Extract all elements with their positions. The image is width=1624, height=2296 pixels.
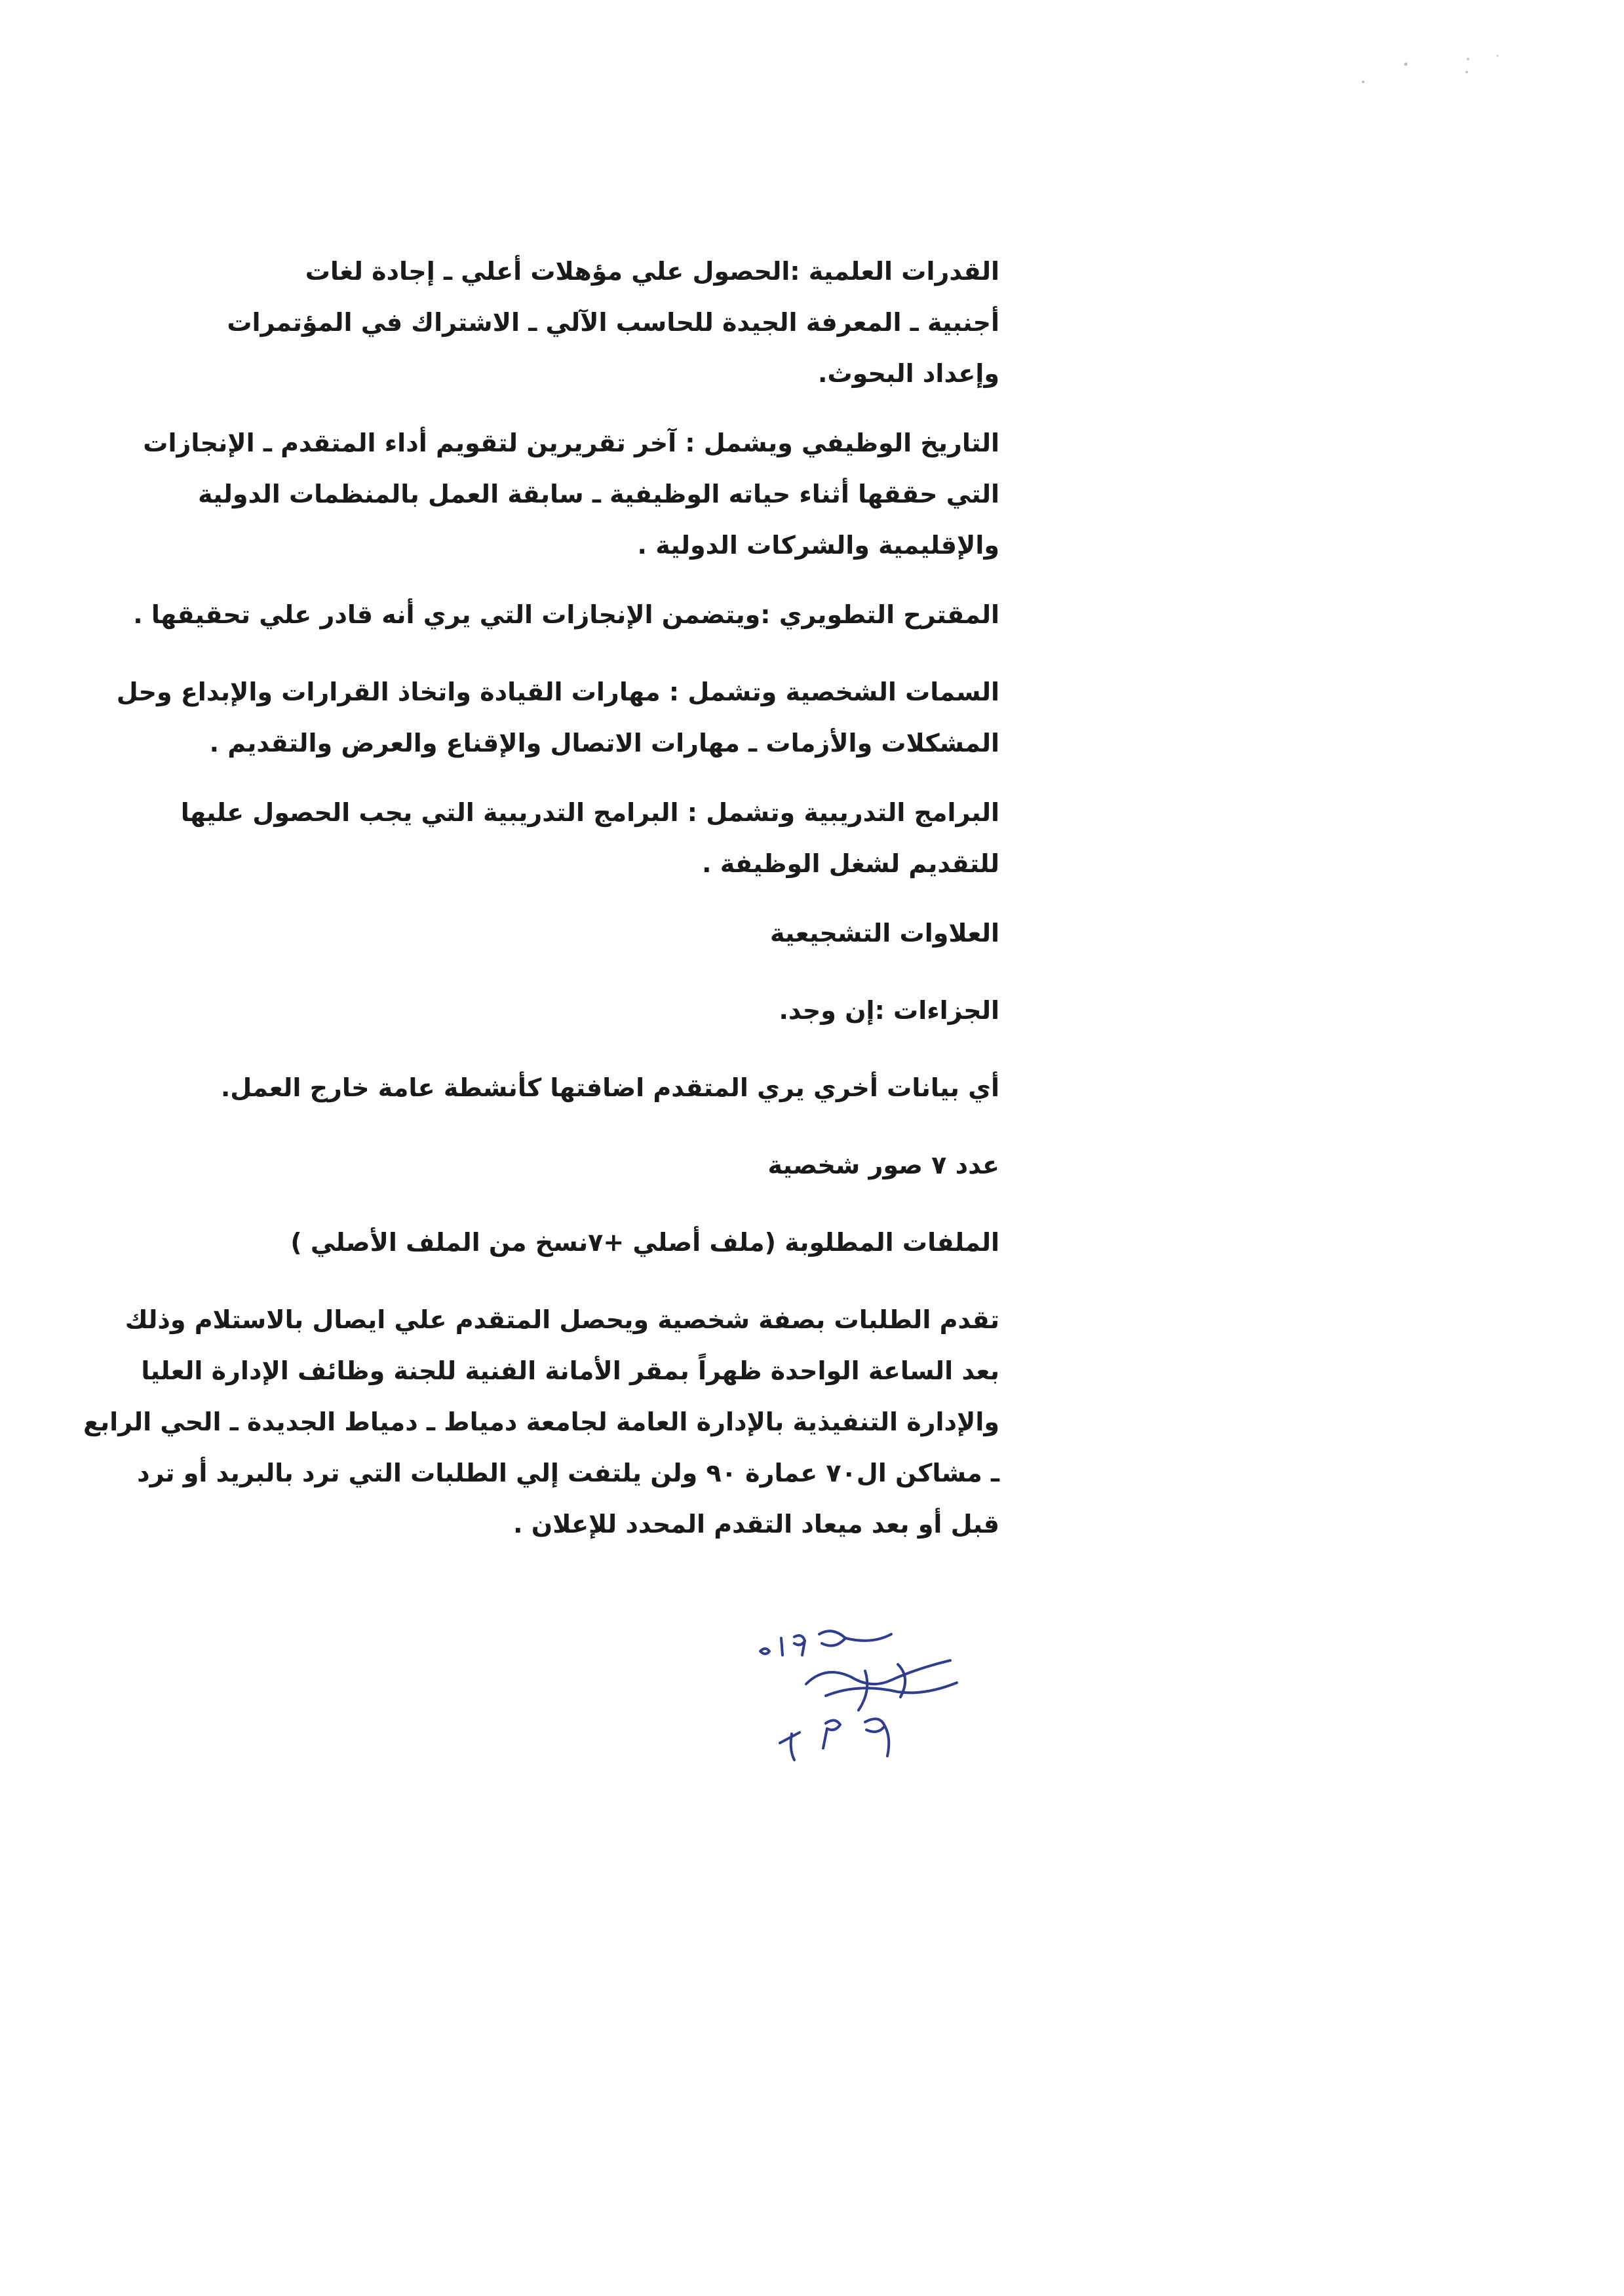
text-line: ـ مشاكن ال٧٠ عمارة ٩٠ ولن يلتفت إلي الطلبات التي ترد بالبريد أو ترد <box>137 1459 999 1487</box>
text-line: الجزاءات :إن وجد. <box>779 996 999 1025</box>
paragraph-photos <box>118 1139 999 1191</box>
text-line: البرامج التدريبية وتشمل : البرامج التدريبية التي يجب الحصول عليها <box>180 798 999 827</box>
text-line: والإقليمية والشركات الدولية . <box>637 531 999 560</box>
paragraph-incentive-bonuses <box>118 908 999 959</box>
text-line: والإدارة التنفيذية بالإدارة العامة لجامعة دمياط ـ دمياط الجديدة ـ الحي الرابع <box>83 1407 999 1436</box>
paragraph-penalties <box>118 985 999 1036</box>
paragraph-submission-instructions <box>83 1294 999 1550</box>
text-line: أي بيانات أخري يري المتقدم اضافتها كأنشطة عامة خارج العمل. <box>220 1073 999 1102</box>
paragraph-career-history <box>118 417 999 571</box>
text-line: التي حققها أثناء حياته الوظيفية ـ سابقة العمل بالمنظمات الدولية <box>198 480 999 508</box>
text-line: التاريخ الوظيفي ويشمل : آخر تقريرين لتقويم أداء المتقدم ـ الإنجازات <box>143 429 999 457</box>
document-body <box>83 246 999 1568</box>
paragraph-scientific-abilities <box>118 246 999 399</box>
handwritten-signature <box>734 1618 996 1769</box>
text-line: وإعداد البحوث. <box>818 359 999 388</box>
text-line: تقدم الطلبات بصفة شخصية ويحصل المتقدم علي ايصال بالاستلام وذلك <box>125 1305 999 1334</box>
text-line: المشكلات والأزمات ـ مهارات الاتصال والإقناع والعرض والتقديم . <box>209 729 999 757</box>
paragraph-development-proposal <box>118 589 999 640</box>
text-line: قبل أو بعد ميعاد التقدم المحدد للإعلان . <box>513 1510 999 1539</box>
paragraph-other-data <box>118 1062 999 1113</box>
text-line: العلاوات التشجيعية <box>769 919 999 947</box>
scan-artifact-specks <box>1350 46 1514 85</box>
paragraph-personal-traits <box>118 666 999 769</box>
paragraph-required-files <box>118 1217 999 1268</box>
text-line: بعد الساعة الواحدة ظهراً بمقر الأمانة الفنية للجنة وظائف الإدارة العليا <box>141 1356 999 1385</box>
paragraph-training-programs <box>118 787 999 889</box>
text-line: أجنبية ـ المعرفة الجيدة للحاسب الآلي ـ الاشتراك في المؤتمرات <box>227 308 999 337</box>
text-line: القدرات العلمية :الحصول علي مؤهلات أعلي ـ إجادة لغات <box>305 257 999 286</box>
text-line: المقترح التطويري :ويتضمن الإنجازات التي يري أنه قادر علي تحقيقها . <box>133 600 999 629</box>
text-line: للتقديم لشغل الوظيفة . <box>702 849 999 878</box>
text-line: السمات الشخصية وتشمل : مهارات القيادة واتخاذ القرارات والإبداع وحل <box>116 678 999 706</box>
text-line: الملفات المطلوبة (ملف أصلي +٧نسخ من الملف الأصلي ) <box>290 1228 999 1257</box>
text-line: عدد ٧ صور شخصية <box>767 1151 999 1179</box>
